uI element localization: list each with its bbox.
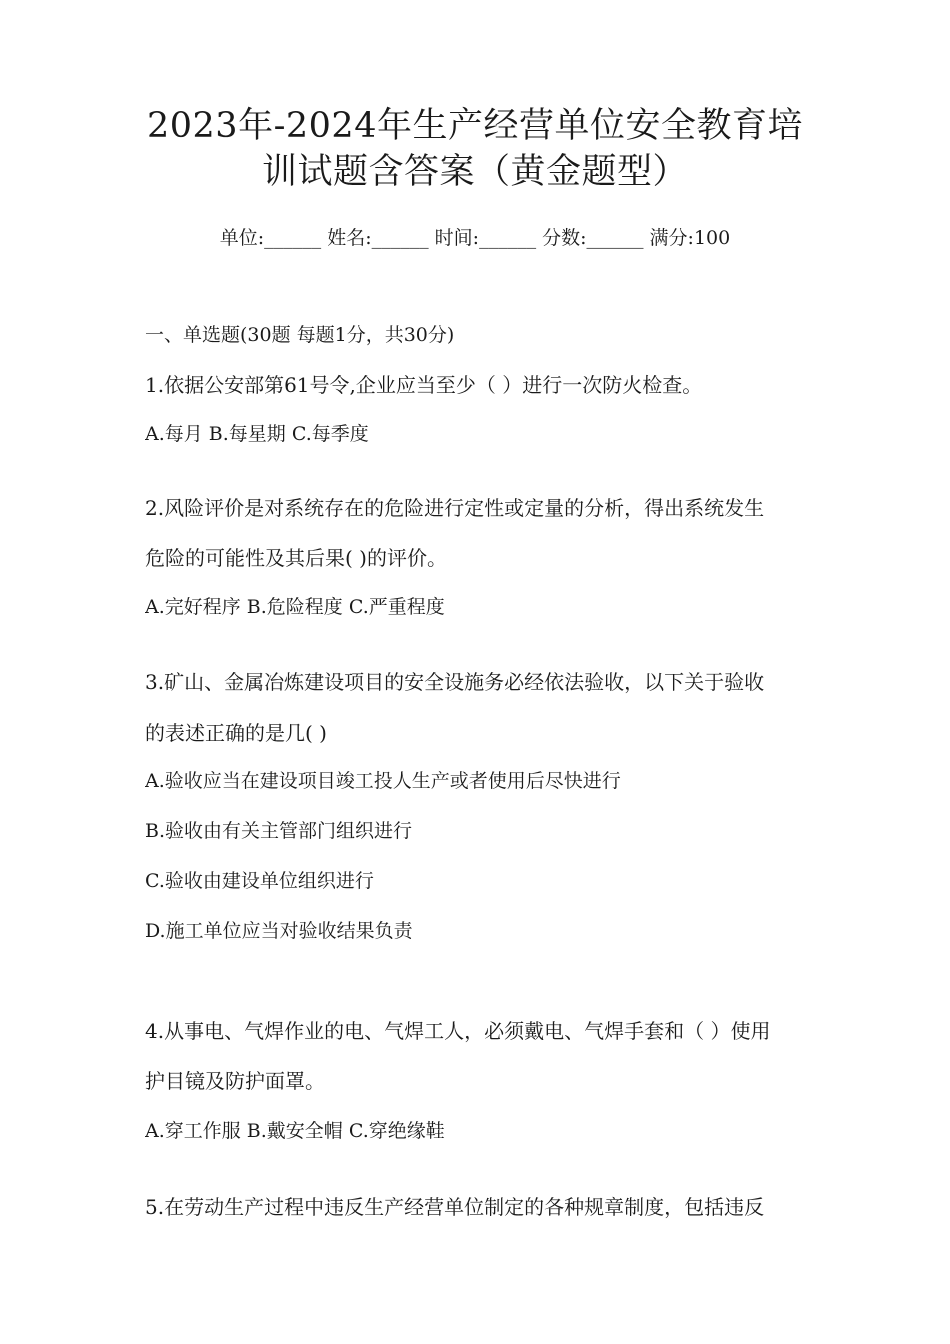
section-heading: 一、单选题(30题 每题1分，共30分) bbox=[145, 324, 455, 346]
question-2-text-line-1: 2.风险评价是对系统存在的危险进行定性或定量的分析，得出系统发生 bbox=[145, 496, 765, 520]
question-1-options: A.每月 B.每星期 C.每季度 bbox=[145, 423, 369, 445]
document-title-line-2: 训试题含答案（黄金题型） bbox=[261, 152, 688, 192]
question-3-option-d: D.施工单位应当对验收结果负责 bbox=[145, 920, 413, 942]
question-1-text: 1.依据公安部第61号令,企业应当至少（ ）进行一次防火检查。 bbox=[145, 373, 703, 397]
question-4-text-line-2: 护目镜及防护面罩。 bbox=[145, 1069, 325, 1093]
question-5-text-line-1: 5.在劳动生产过程中违反生产经营单位制定的各种规章制度，包括违反 bbox=[145, 1195, 765, 1219]
question-3-text-line-1: 3.矿山、金属冶炼建设项目的安全设施务必经依法验收，以下关于验收 bbox=[145, 670, 765, 694]
question-4-options: A.穿工作服 B.戴安全帽 C.穿绝缘鞋 bbox=[145, 1120, 445, 1142]
question-2-options: A.完好程序 B.危险程度 C.严重程度 bbox=[145, 596, 445, 618]
question-3-text-line-2: 的表述正确的是几( ) bbox=[145, 721, 327, 745]
question-3-option-a: A.验收应当在建设项目竣工投人生产或者使用后尽快进行 bbox=[145, 770, 621, 792]
question-3-option-b: B.验收由有关主管部门组织进行 bbox=[145, 820, 413, 842]
question-4-text-line-1: 4.从事电、气焊作业的电、气焊工人，必须戴电、气焊手套和（ ）使用 bbox=[145, 1019, 771, 1043]
document-title-line-1: 2023年-2024年生产经营单位安全教育培 bbox=[147, 106, 803, 146]
question-3-option-c: C.验收由建设单位组织进行 bbox=[145, 870, 374, 892]
exam-info-line: 单位:______ 姓名:______ 时间:______ 分数:______ 满分:100 bbox=[219, 227, 731, 249]
question-2-text-line-2: 危险的可能性及其后果( )的评价。 bbox=[145, 546, 447, 570]
